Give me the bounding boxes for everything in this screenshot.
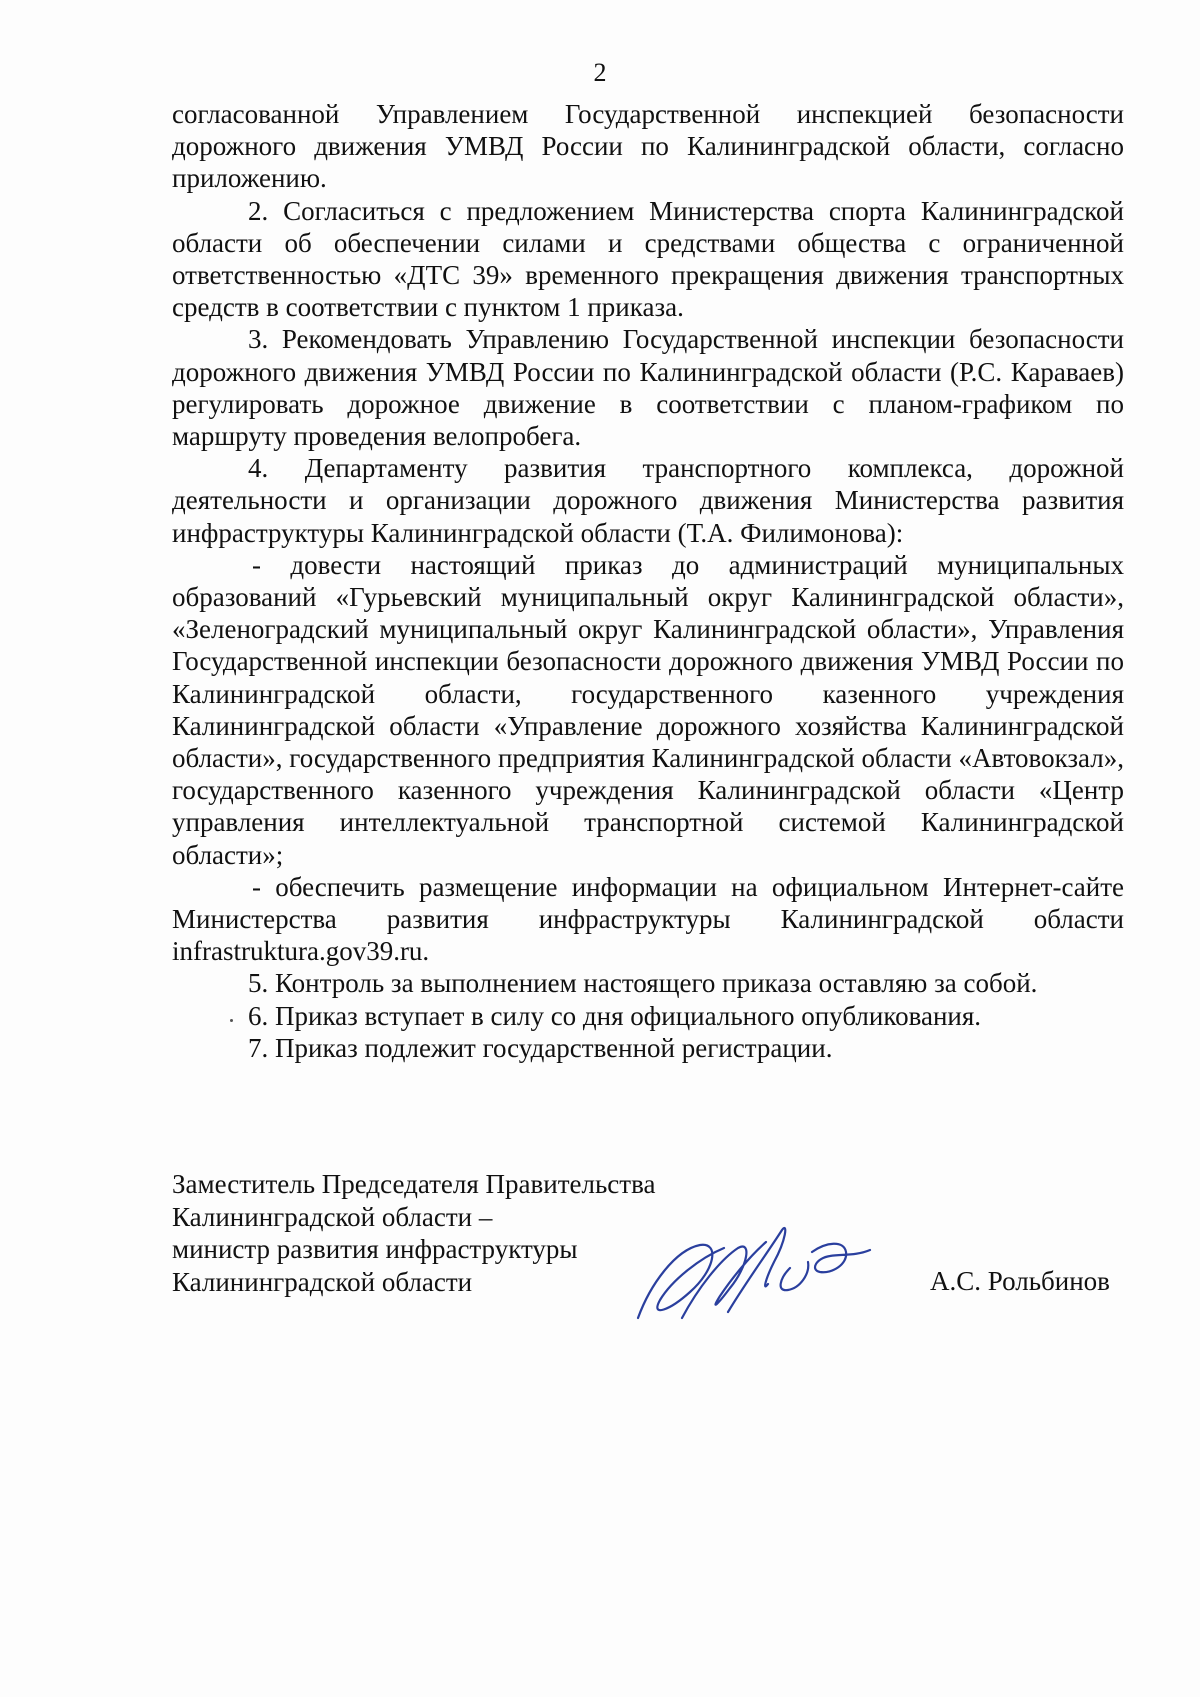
- paragraph-subitem-notify: - довести настоящий приказ до администраций муниципальных образований «Гурьевский муниципальный округ Калининградской области», «Зеленоградский муниципальный округ Калининградской области», Управления Государственной инспекции безопасности дорожного движения УМВД России по Калининградской области, государственного казенного учреждения Калининградской области «Управление дорожного хозяйства Калининградской области», государственного предприятия Калининградской области «Автовокзал», государственного казенного учреждения Калининградской области «Центр управления интеллектуальной транспортной системой Калининградской области»;: [172, 549, 1124, 870]
- signatory-position: [172, 1168, 655, 1298]
- signer-name: А.С. Рольбинов: [930, 1266, 1110, 1296]
- document-body: [172, 98, 1124, 1064]
- paragraph-item-7: 7. Приказ подлежит государственной регистрации.: [248, 1032, 833, 1063]
- position-line: Калининградской области: [172, 1266, 473, 1297]
- paragraph-continuation: согласованной Управлением Государственной инспекцией безопасности дорожного движения УМВД России по Калининградской области, согласно приложению.: [172, 99, 1124, 194]
- paragraph-subitem-publish: - обеспечить размещение информации на официальном Интернет-сайте Министерства развития инфраструктуры Калининградской области infrastruktura.gov39.ru.: [172, 871, 1124, 967]
- handwritten-signature: [620, 1200, 880, 1335]
- scan-speck: [230, 1019, 233, 1022]
- position-line: Калининградской области –: [172, 1201, 493, 1232]
- page-number: 2: [593, 58, 607, 87]
- position-line: министр развития инфраструктуры: [172, 1234, 578, 1264]
- position-line: Заместитель Председателя Правительства: [172, 1169, 656, 1199]
- paragraph-item-6: 6. Приказ вступает в силу со дня официального опубликования.: [248, 1000, 982, 1031]
- paragraph-item-4: 4. Департаменту развития транспортного комплекса, дорожной деятельности и организации дорожного движения Министерства развития инфраструктуры Калининградской области (Т.А. Филимонова):: [172, 453, 1124, 548]
- paragraph-item-2: 2. Согласиться с предложением Министерства спорта Калининградской области об обеспечении силами и средствами общества с ограниченной ответственностью «ДТС 39» временного прекращения движения транспортных средств в соответствии с пунктом 1 приказа.: [172, 195, 1124, 323]
- paragraph-item-3: 3. Рекомендовать Управлению Государственной инспекции безопасности дорожного движения УМВД России по Калининградской области (Р.С. Караваев) регулировать дорожное движение в соответствии с планом-графиком по маршруту проведения велопробега.: [172, 324, 1124, 452]
- paragraph-item-5: 5. Контроль за выполнением настоящего приказа оставляю за собой.: [248, 968, 1038, 999]
